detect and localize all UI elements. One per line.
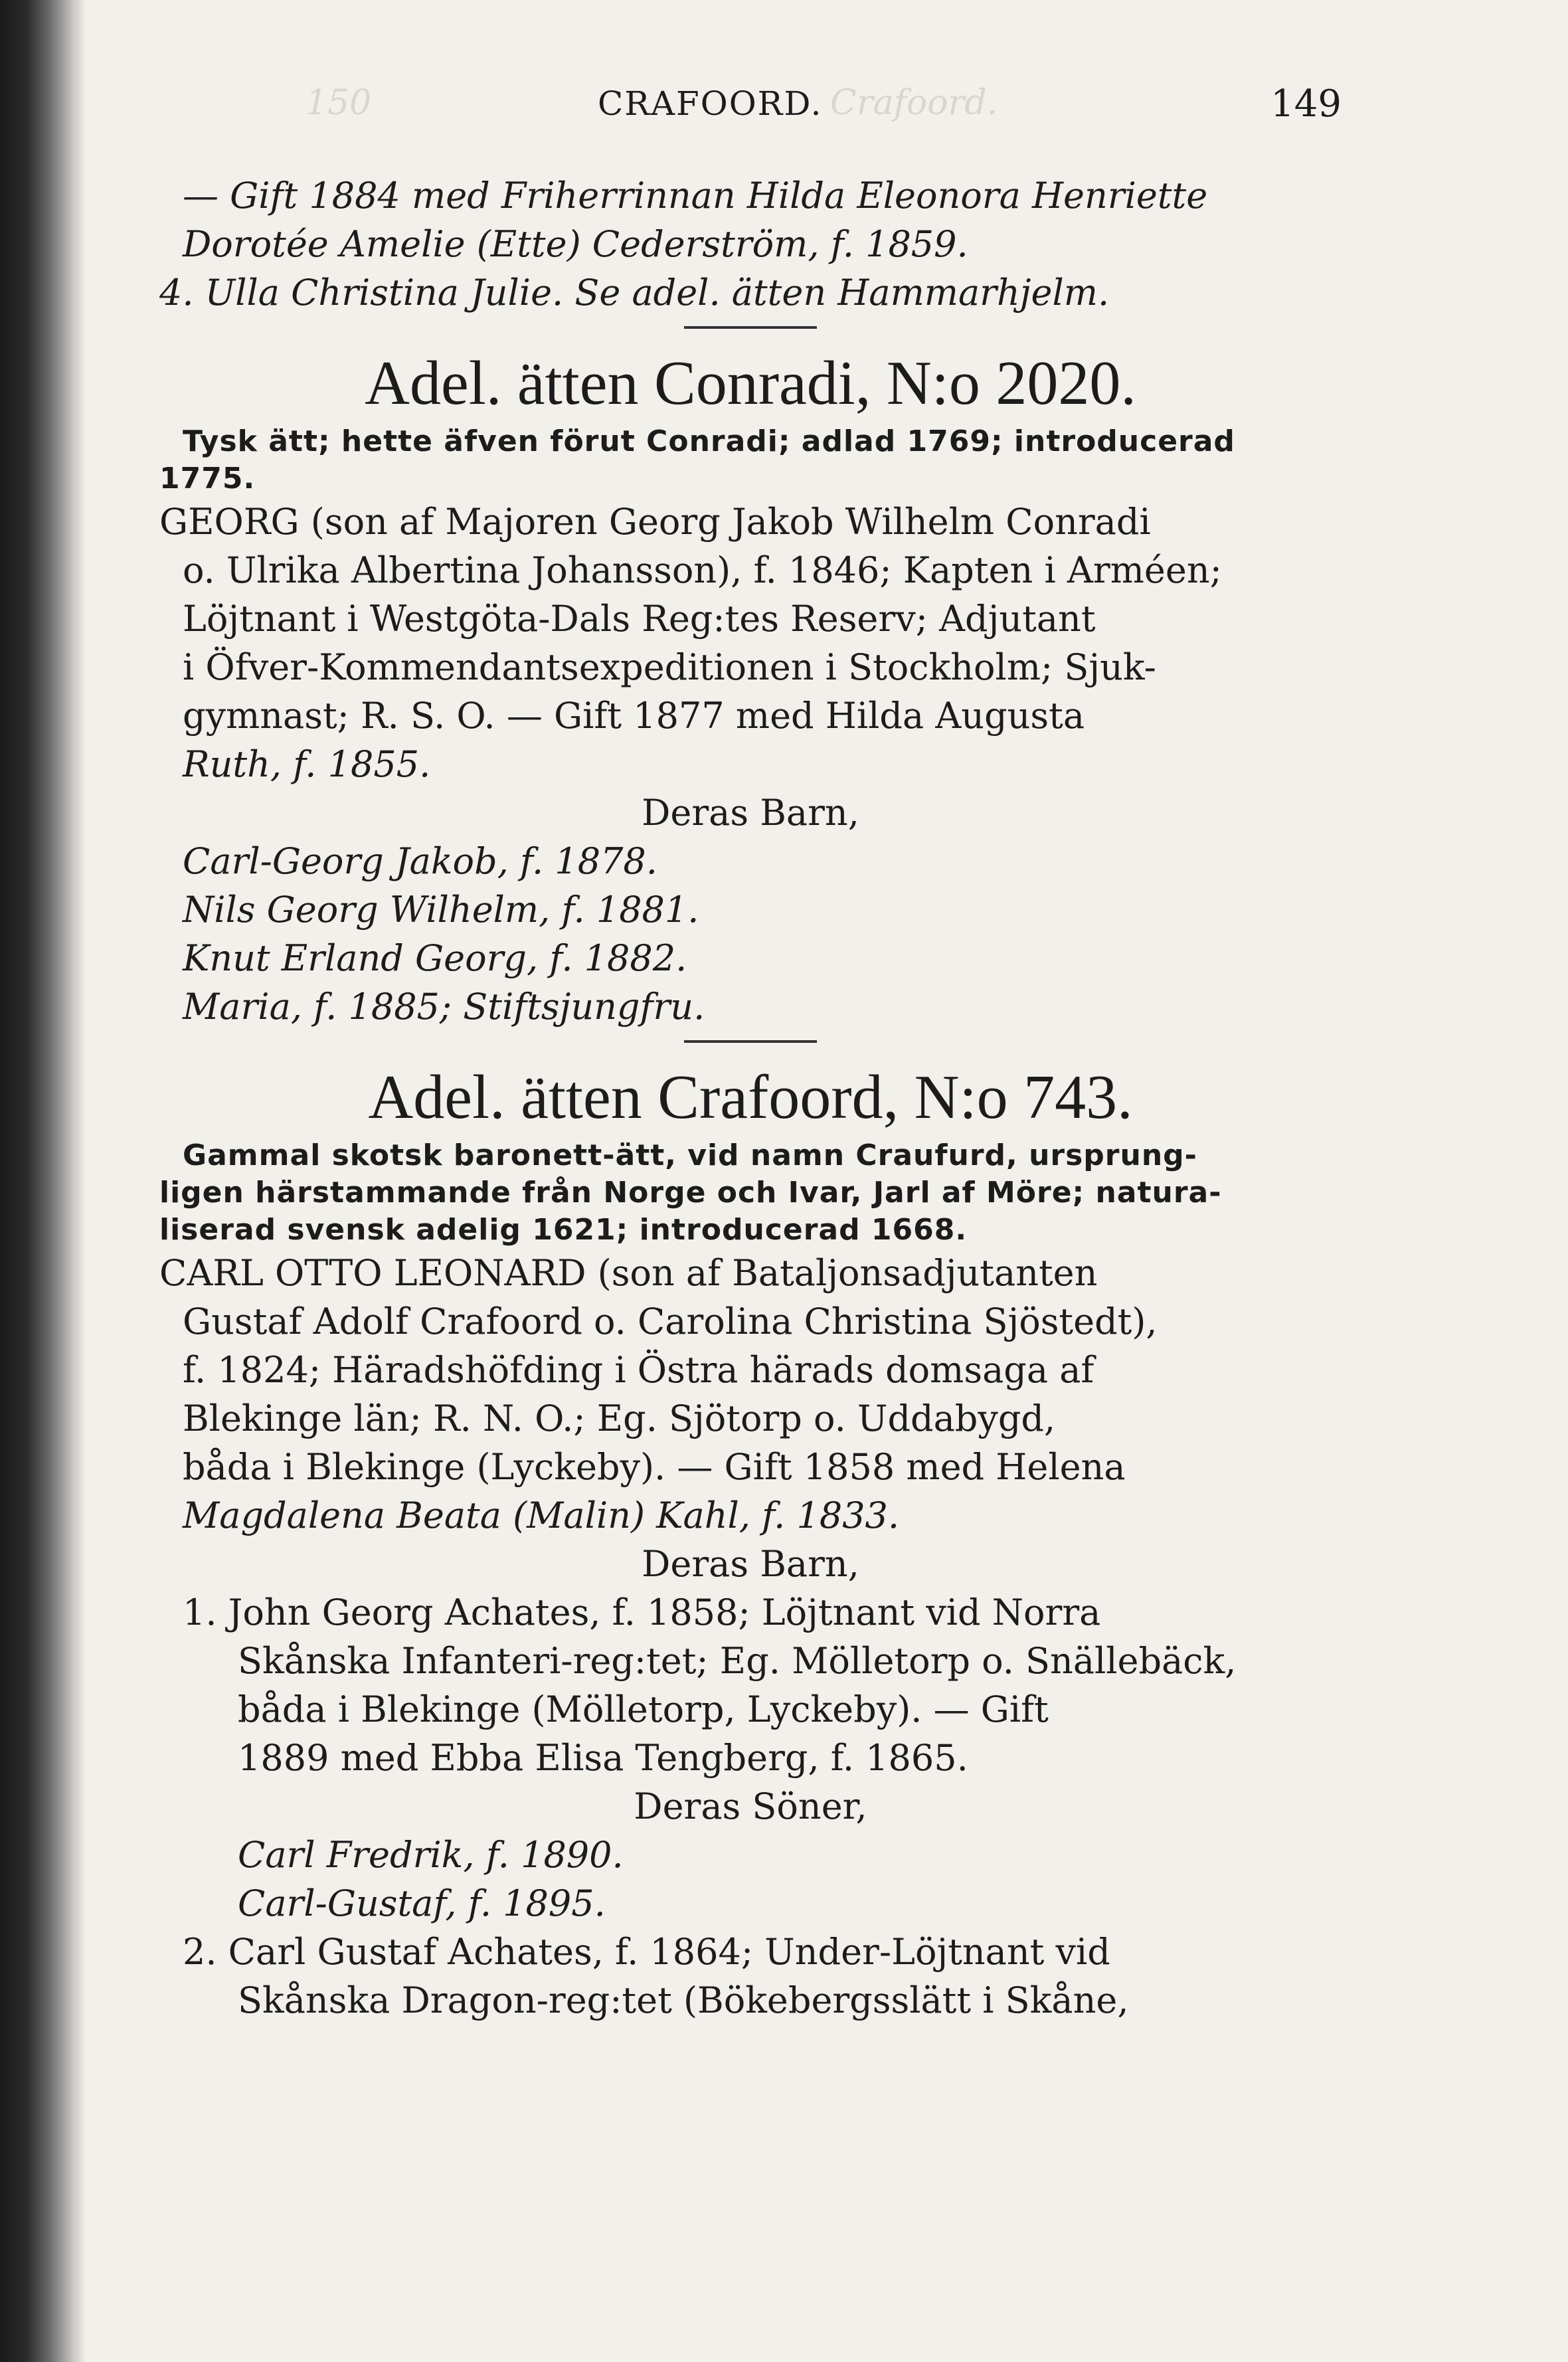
divider — [684, 326, 817, 329]
child-entry: Nils Georg Wilhelm, f. 1881. — [183, 889, 699, 931]
child-entry: Knut Erland Georg, f. 1882. — [183, 937, 687, 979]
family-description: ligen härstammande från Norge och Ivar, Jarl af Möre; natura- — [159, 1176, 1222, 1210]
entry-line: Magdalena Beata (Malin) Kahl, f. 1833. — [183, 1495, 900, 1536]
child-entry: 1. John Georg Achates, f. 1858; Löjtnant vid Norra — [183, 1591, 1101, 1633]
divider — [684, 1040, 817, 1043]
entry-line: Gustaf Adolf Crafoord o. Carolina Christina Sjöstedt), — [183, 1301, 1158, 1342]
child-entry: 2. Carl Gustaf Achates, f. 1864; Under-Löjtnant vid — [183, 1931, 1110, 1973]
family-description: 1775. — [159, 462, 256, 496]
children-heading: Deras Barn, — [642, 792, 859, 834]
family-description: liserad svensk adelig 1621; introducerad 1668. — [159, 1213, 968, 1247]
running-header-title: CRAFOORD. — [598, 84, 823, 123]
entry-line: f. 1824; Häradshöfding i Östra härads domsaga af — [183, 1349, 1094, 1391]
grandchild-entry: Carl Fredrik, f. 1890. — [238, 1834, 624, 1876]
family-description: Gammal skotsk baronett-ätt, vid namn Craufurd, ursprung- — [183, 1138, 1197, 1172]
entry-line: gymnast; R. S. O. — Gift 1877 med Hilda Augusta — [183, 695, 1085, 737]
bleed-through-heading: Crafoord. — [830, 83, 998, 123]
child-entry: Carl-Georg Jakob, f. 1878. — [183, 840, 657, 882]
grandchildren-heading: Deras Söner, — [634, 1785, 867, 1827]
children-heading: Deras Barn, — [642, 1543, 859, 1585]
bleed-through-page-number: 150 — [305, 83, 372, 123]
entry-line: CARL OTTO LEONARD (son af Bataljonsadjutanten — [159, 1252, 1098, 1294]
entry-line: Blekinge län; R. N. O.; Eg. Sjötorp o. Uddabygd, — [183, 1398, 1056, 1439]
child-entry: 1889 med Ebba Elisa Tengberg, f. 1865. — [238, 1737, 968, 1779]
entry-line: i Öfver-Kommendantsexpeditionen i Stockholm; Sjuk- — [183, 646, 1156, 688]
entry-line: Löjtnant i Westgöta-Dals Reg:tes Reserv; Adjutant — [183, 598, 1096, 640]
child-entry: Skånska Dragon-reg:tet (Bökebergsslätt i Skåne, — [238, 1979, 1129, 2021]
entry-line: o. Ulrika Albertina Johansson), f. 1846; Kapten i Arméen; — [183, 549, 1222, 591]
child-entry: båda i Blekinge (Mölletorp, Lyckeby). — Gift — [238, 1688, 1049, 1730]
grandchild-entry: Carl-Gustaf, f. 1895. — [238, 1882, 606, 1924]
text-line: Dorotée Amelie (Ette) Cederström, f. 1859. — [183, 223, 968, 265]
list-item: 4. Ulla Christina Julie. Se adel. ätten Hammarhjelm. — [159, 272, 1110, 314]
family-heading: Adel. ätten Conradi, N:o 2020. — [365, 349, 1136, 418]
child-entry: Skånska Infanteri-reg:tet; Eg. Mölletorp o. Snällebäck, — [238, 1640, 1237, 1682]
family-description: Tysk ätt; hette äfven förut Conradi; adlad 1769; introducerad — [183, 424, 1235, 458]
child-entry: Maria, f. 1885; Stiftsjungfru. — [183, 986, 705, 1028]
book-binding-shadow — [0, 0, 86, 2362]
family-heading: Adel. ätten Crafoord, N:o 743. — [368, 1063, 1133, 1132]
entry-line: GEORG (son af Majoren Georg Jakob Wilhelm Conradi — [159, 501, 1151, 543]
entry-line: Ruth, f. 1855. — [183, 743, 431, 785]
running-header — [159, 80, 1342, 128]
page-body — [159, 80, 1342, 2025]
text-line: — Gift 1884 med Friherrinnan Hilda Eleonora Henriette — [183, 175, 1208, 217]
entry-line: båda i Blekinge (Lyckeby). — Gift 1858 med Helena — [183, 1446, 1126, 1488]
page-number: 149 — [1270, 82, 1342, 126]
